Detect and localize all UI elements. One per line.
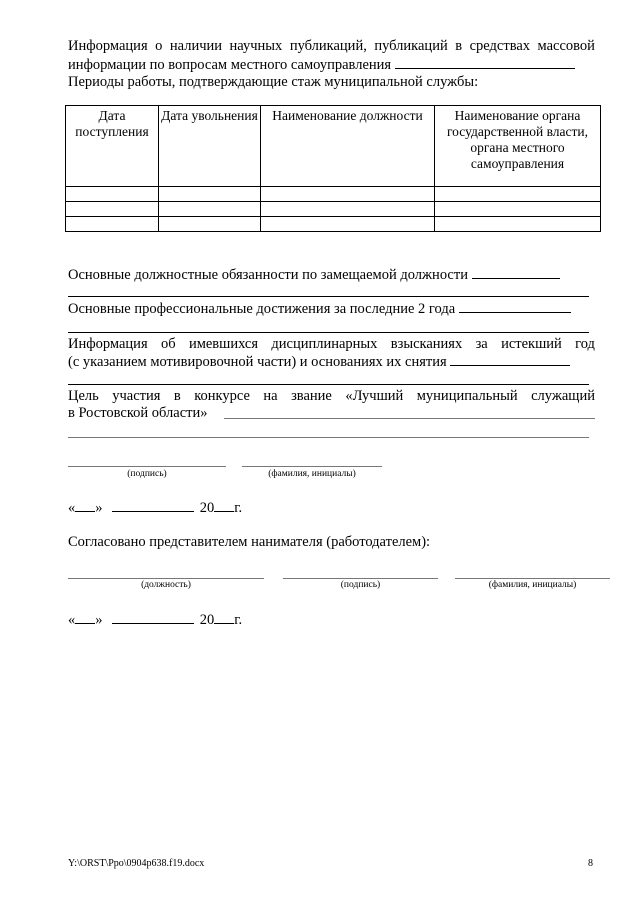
header-position: Наименование должности (261, 106, 435, 187)
table-cell[interactable] (159, 217, 261, 232)
achievements-blank[interactable] (459, 300, 571, 313)
approver-name-caption: (фамилия, инициалы) (488, 580, 577, 590)
justified-word: «Лучший (345, 388, 404, 404)
table-row (66, 217, 601, 232)
date-line-1 (68, 499, 242, 517)
justified-word: служащий (531, 388, 595, 404)
publications-line-2 (68, 56, 575, 74)
date-close-quote: » (95, 612, 103, 628)
publications-text-2: информации по вопросам местного самоуправления (68, 57, 392, 73)
date-line-2 (68, 611, 242, 629)
justified-word: публикаций (374, 38, 448, 54)
approval-heading: Согласовано представителем нанимателя (работодателем): (68, 534, 431, 550)
date-year-blank[interactable] (214, 611, 234, 624)
table-row (66, 187, 601, 202)
position-line[interactable] (68, 578, 264, 579)
publications-blank[interactable] (395, 56, 575, 69)
table-cell[interactable] (66, 202, 159, 217)
header-authority: Наименование органа государственной власти, органа местного самоуправления (435, 106, 601, 187)
signature-caption: (подпись) (127, 469, 167, 479)
table-cell[interactable] (66, 187, 159, 202)
date-close-quote: » (95, 500, 103, 516)
approver-signature-line[interactable] (283, 578, 438, 579)
achievements-label: Основные профессиональные достижения за последние 2 года (68, 301, 456, 317)
disciplinary-line-2 (68, 353, 570, 371)
justified-word: Цель (68, 388, 99, 404)
justified-word: массовой (537, 38, 595, 54)
table-cell[interactable] (435, 202, 601, 217)
jobs-table-header-row (66, 106, 601, 187)
duties-continuation-line[interactable] (68, 296, 589, 297)
disciplinary-blank[interactable] (450, 353, 570, 366)
duties-blank[interactable] (472, 266, 560, 279)
name-line[interactable] (242, 466, 382, 467)
disciplinary-text-2: (с указанием мотивировочной части) и основаниях их снятия (68, 354, 447, 370)
table-cell[interactable] (159, 187, 261, 202)
position-caption: (должность) (141, 580, 191, 590)
date-year-prefix: 20 (199, 612, 215, 628)
table-row (66, 202, 601, 217)
goal-text-2: в Ростовской области» (68, 405, 208, 421)
justified-word: на (263, 388, 278, 404)
date-year-suffix: г. (234, 500, 243, 516)
disciplinary-line-1 (68, 336, 595, 353)
achievements-continuation-line[interactable] (68, 332, 589, 333)
goal-blank-line-1[interactable] (224, 418, 595, 419)
justified-word: истекший (501, 336, 562, 352)
table-cell[interactable] (261, 187, 435, 202)
justified-word: за (475, 336, 488, 352)
approver-signature-caption: (подпись) (340, 580, 381, 590)
justified-word: звание (291, 388, 332, 404)
justified-word: средствах (469, 38, 531, 54)
date-month-blank[interactable] (112, 611, 194, 624)
justified-word: в (455, 38, 463, 54)
date-open-quote: « (68, 500, 76, 516)
date-month-blank[interactable] (112, 499, 194, 512)
name-caption: (фамилия, инициалы) (268, 469, 356, 479)
justified-word: публикаций, (289, 38, 367, 54)
justified-word: взысканиях (390, 336, 463, 352)
approver-name-line[interactable] (455, 578, 610, 579)
justified-word: имевшихся (188, 336, 259, 352)
date-day-blank[interactable] (75, 499, 95, 512)
table-cell[interactable] (435, 187, 601, 202)
signature-line[interactable] (68, 466, 226, 467)
justified-word: научных (229, 38, 283, 54)
justified-word: год (575, 336, 595, 352)
date-year-prefix: 20 (199, 500, 215, 516)
achievements-line (68, 300, 571, 318)
header-end-date: Дата увольнения (159, 106, 261, 187)
justified-word: в (173, 388, 181, 404)
justified-word: дисциплинарных (271, 336, 378, 352)
date-day-blank[interactable] (75, 611, 95, 624)
page-number: 8 (588, 858, 593, 869)
goal-line-2 (68, 405, 207, 422)
justified-word: Информация (68, 336, 148, 352)
table-cell[interactable] (66, 217, 159, 232)
header-start-date: Дата поступления (66, 106, 159, 187)
table-cell[interactable] (261, 217, 435, 232)
publications-line-1 (68, 38, 595, 55)
duties-label: Основные должностные обязанности по замещаемой должности (68, 267, 468, 283)
date-year-suffix: г. (234, 612, 243, 628)
justified-word: муниципальный (416, 388, 518, 404)
justified-word: об (160, 336, 176, 352)
periods-heading: Периоды работы, подтверждающие стаж муниципальной службы: (68, 74, 479, 90)
table-cell[interactable] (261, 202, 435, 217)
jobs-table (65, 105, 601, 232)
table-cell[interactable] (435, 217, 601, 232)
justified-word: наличии (169, 38, 223, 54)
date-open-quote: « (68, 612, 76, 628)
justified-word: участия (112, 388, 161, 404)
duties-line (68, 266, 560, 284)
table-cell[interactable] (159, 202, 261, 217)
justified-word: конкурсе (194, 388, 250, 404)
justified-word: о (155, 38, 163, 54)
date-year-blank[interactable] (214, 499, 234, 512)
justified-word: Информация (68, 38, 148, 54)
footer-file-path: Y:\ORST\Ppo\0904p638.f19.docx (68, 858, 205, 869)
goal-blank-line-2[interactable] (68, 437, 589, 438)
disciplinary-continuation-line[interactable] (68, 384, 589, 385)
goal-line-1 (68, 388, 595, 405)
